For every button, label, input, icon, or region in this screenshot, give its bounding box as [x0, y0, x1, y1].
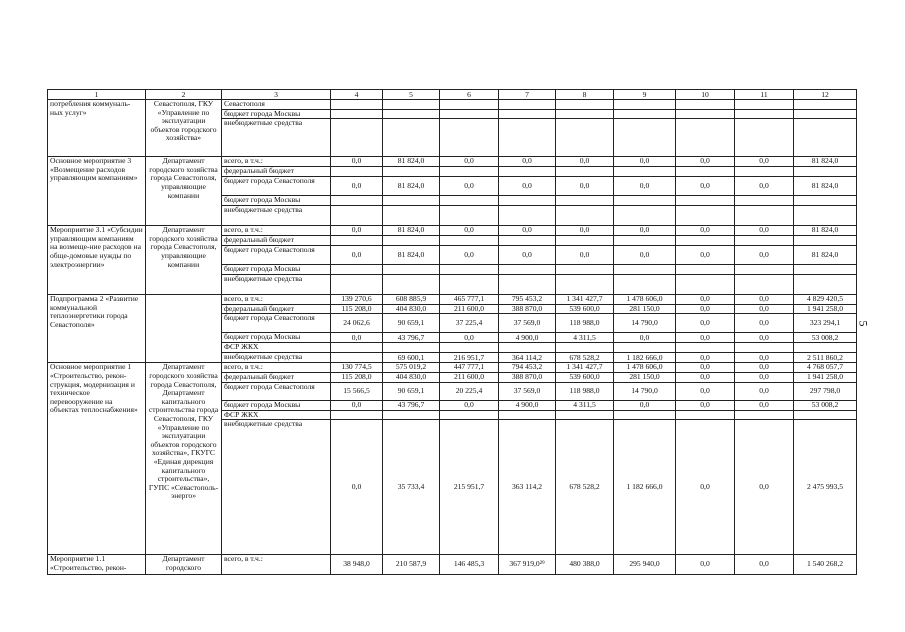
column-numbers-row: [48, 90, 857, 100]
amount-cell: [794, 236, 857, 246]
amount-cell: 118 988,0: [556, 314, 614, 333]
amount-cell: [676, 100, 735, 110]
amount-cell: 0,0: [614, 400, 676, 410]
funding-source: ФСР ЖКХ: [222, 343, 331, 353]
amount-cell: [499, 275, 556, 295]
table-row: [48, 226, 857, 236]
amount-cell: 4 311,5: [556, 333, 614, 343]
amount-cell: [614, 167, 676, 177]
amount-cell: 0,0: [440, 157, 499, 167]
amount-cell: 43 796,7: [383, 333, 440, 343]
amount-cell: 69 600,1: [383, 353, 440, 363]
amount-cell: 4 311,5: [556, 400, 614, 410]
amount-cell: [331, 100, 383, 110]
amount-cell: 0,0: [735, 333, 794, 343]
amount-cell: [440, 109, 499, 119]
funding-source: бюджет города Москвы: [222, 196, 331, 206]
amount-cell: 211 600,0: [440, 372, 499, 382]
amount-cell: [440, 265, 499, 275]
amount-cell: 367 919,0²⁹: [499, 555, 556, 575]
amount-cell: 2 475 993,5: [794, 420, 857, 555]
col-header: 4: [331, 90, 383, 100]
amount-cell: 480 388,0: [556, 555, 614, 575]
amount-cell: 0,0: [735, 372, 794, 382]
responsible-executor: Департамент городского хозяйства города Севастополя, управляющие компании: [146, 226, 222, 295]
amount-cell: [556, 119, 614, 157]
amount-cell: 0,0: [735, 353, 794, 363]
amount-cell: 0,0: [676, 420, 735, 555]
amount-cell: 0,0: [676, 555, 735, 575]
amount-cell: 447 777,1: [440, 363, 499, 373]
amount-cell: [614, 100, 676, 110]
col-header: 9: [614, 90, 676, 100]
amount-cell: 0,0: [676, 363, 735, 373]
amount-cell: 0,0: [676, 246, 735, 265]
amount-cell: 794 453,2: [499, 363, 556, 373]
amount-cell: [794, 410, 857, 420]
funding-source: всего, в т.ч.:: [222, 363, 331, 373]
amount-cell: [331, 275, 383, 295]
amount-cell: 0,0: [556, 246, 614, 265]
funding-source: бюджет города Москвы: [222, 265, 331, 275]
amount-cell: 0,0: [676, 400, 735, 410]
amount-cell: [383, 206, 440, 226]
amount-cell: [440, 275, 499, 295]
amount-cell: 0,0: [499, 246, 556, 265]
amount-cell: 81 824,0: [794, 246, 857, 265]
amount-cell: [735, 167, 794, 177]
amount-cell: 211 600,0: [440, 304, 499, 314]
amount-cell: 0,0: [676, 314, 735, 333]
amount-cell: [331, 343, 383, 353]
table-row: [48, 363, 857, 373]
amount-cell: 90 659,1: [383, 314, 440, 333]
amount-cell: 795 453,2: [499, 295, 556, 305]
funding-source: федеральный бюджет: [222, 167, 331, 177]
amount-cell: [556, 265, 614, 275]
amount-cell: 539 600,0: [556, 372, 614, 382]
amount-cell: 0,0: [614, 157, 676, 167]
amount-cell: 4 829 420,5: [794, 295, 857, 305]
amount-cell: 0,0: [556, 226, 614, 236]
col-header: 10: [676, 90, 735, 100]
amount-cell: [735, 410, 794, 420]
amount-cell: 0,0: [676, 177, 735, 196]
amount-cell: [383, 410, 440, 420]
amount-cell: 0,0: [556, 177, 614, 196]
amount-cell: [499, 167, 556, 177]
amount-cell: 0,0: [440, 333, 499, 343]
funding-source: всего, в т.ч.:: [222, 226, 331, 236]
amount-cell: 216 951,7: [440, 353, 499, 363]
table-row: [48, 157, 857, 167]
amount-cell: 0,0: [735, 363, 794, 373]
amount-cell: [331, 196, 383, 206]
amount-cell: 4 768 057,7: [794, 363, 857, 373]
amount-cell: [440, 410, 499, 420]
amount-cell: [331, 236, 383, 246]
amount-cell: [676, 206, 735, 226]
amount-cell: 81 824,0: [794, 226, 857, 236]
amount-cell: [440, 206, 499, 226]
amount-cell: 0,0: [676, 382, 735, 400]
amount-cell: [794, 100, 857, 110]
amount-cell: 0,0: [676, 353, 735, 363]
amount-cell: 1 540 268,2: [794, 555, 857, 575]
amount-cell: 37 225,4: [440, 314, 499, 333]
amount-cell: 81 824,0: [383, 177, 440, 196]
table-row: [48, 100, 857, 110]
amount-cell: [735, 275, 794, 295]
amount-cell: 0,0: [735, 420, 794, 555]
funding-source: федеральный бюджет: [222, 304, 331, 314]
amount-cell: [676, 196, 735, 206]
amount-cell: 295 940,0: [614, 555, 676, 575]
amount-cell: 0,0: [499, 157, 556, 167]
table-row: [48, 295, 857, 305]
amount-cell: 37 569,0: [499, 382, 556, 400]
amount-cell: 35 733,4: [383, 420, 440, 555]
amount-cell: 81 824,0: [383, 157, 440, 167]
amount-cell: [440, 167, 499, 177]
amount-cell: 4 900,0: [499, 333, 556, 343]
funding-source: внебюджетные средства: [222, 275, 331, 295]
funding-source: внебюджетные средства: [222, 206, 331, 226]
amount-cell: 0,0: [676, 226, 735, 236]
responsible-executor: Департамент городского хозяйства города Севастополя, Департамент капитального строительства города Севастополя, ГКУ «Управление по эксплуатации объектов городского хозяйства», ГКУГС «Единая дирекция капитального строительства», ГУПС «Севастополь-энерго»: [146, 363, 222, 555]
funding-source: внебюджетные средства: [222, 353, 331, 363]
table-row: [48, 555, 857, 575]
amount-cell: [331, 167, 383, 177]
amount-cell: [440, 119, 499, 157]
amount-cell: [556, 206, 614, 226]
amount-cell: [614, 236, 676, 246]
amount-cell: 81 824,0: [794, 177, 857, 196]
amount-cell: 0,0: [614, 246, 676, 265]
amount-cell: [794, 167, 857, 177]
funding-source: ФСР ЖКХ: [222, 410, 331, 420]
amount-cell: 90 659,1: [383, 382, 440, 400]
amount-cell: 14 790,0: [614, 382, 676, 400]
amount-cell: 465 777,1: [440, 295, 499, 305]
amount-cell: 0,0: [676, 372, 735, 382]
col-header: 1: [48, 90, 146, 100]
amount-cell: [735, 119, 794, 157]
funding-source: бюджет города Москвы: [222, 333, 331, 343]
amount-cell: [499, 236, 556, 246]
amount-cell: [440, 236, 499, 246]
amount-cell: 388 870,0: [499, 372, 556, 382]
amount-cell: [676, 275, 735, 295]
amount-cell: 115 208,0: [331, 304, 383, 314]
amount-cell: [556, 167, 614, 177]
amount-cell: 0,0: [614, 226, 676, 236]
item-title: Мероприятие 3.1 «Субсидии управляющим компаниям на возмеще-ние расходов на обще-домовые нужды по электроэнергии»: [48, 226, 146, 295]
amount-cell: [331, 410, 383, 420]
amount-cell: [499, 196, 556, 206]
amount-cell: 1 341 427,7: [556, 363, 614, 373]
funding-source: всего, в т.ч.:: [222, 555, 331, 575]
amount-cell: [331, 119, 383, 157]
amount-cell: [614, 275, 676, 295]
amount-cell: [499, 265, 556, 275]
amount-cell: 0,0: [676, 295, 735, 305]
amount-cell: 0,0: [676, 157, 735, 167]
amount-cell: 0,0: [735, 304, 794, 314]
amount-cell: [676, 236, 735, 246]
amount-cell: [614, 410, 676, 420]
amount-cell: [331, 206, 383, 226]
amount-cell: [383, 236, 440, 246]
amount-cell: 0,0: [735, 157, 794, 167]
responsible-executor: Севастополя, ГКУ «Управление по эксплуатации объектов городского хозяйства»: [146, 100, 222, 157]
amount-cell: 1 941 258,0: [794, 372, 857, 382]
amount-cell: 1 182 666,0: [614, 420, 676, 555]
amount-cell: [614, 206, 676, 226]
col-header: 6: [440, 90, 499, 100]
amount-cell: [735, 100, 794, 110]
funding-source: бюджет города Севастополя: [222, 382, 331, 400]
amount-cell: 0,0: [735, 226, 794, 236]
amount-cell: [499, 410, 556, 420]
amount-cell: 281 150,0: [614, 304, 676, 314]
amount-cell: 0,0: [735, 314, 794, 333]
amount-cell: [499, 109, 556, 119]
amount-cell: [735, 196, 794, 206]
amount-cell: [331, 353, 383, 363]
col-header: 3: [222, 90, 331, 100]
amount-cell: 81 824,0: [794, 157, 857, 167]
funding-source: бюджет города Севастополя: [222, 177, 331, 196]
responsible-executor: Департамент городского: [146, 555, 222, 575]
amount-cell: [499, 206, 556, 226]
funding-source: бюджет города Севастополя: [222, 246, 331, 265]
amount-cell: 1 182 666,0: [614, 353, 676, 363]
amount-cell: 0,0: [614, 333, 676, 343]
amount-cell: [794, 343, 857, 353]
amount-cell: 0,0: [331, 157, 383, 167]
amount-cell: [556, 343, 614, 353]
amount-cell: [383, 109, 440, 119]
amount-cell: 24 062,6: [331, 314, 383, 333]
amount-cell: [556, 410, 614, 420]
amount-cell: 539 600,0: [556, 304, 614, 314]
amount-cell: [735, 265, 794, 275]
item-title: Основное мероприятие 1 «Строительство, рекон-струкция, модернизация и техническое перевооружение на объектах теплоснабжения»: [48, 363, 146, 555]
amount-cell: 0,0: [440, 177, 499, 196]
funding-source: Севастополя: [222, 100, 331, 110]
amount-cell: 0,0: [735, 400, 794, 410]
amount-cell: 0,0: [735, 382, 794, 400]
amount-cell: 0,0: [331, 420, 383, 555]
amount-cell: 215 951,7: [440, 420, 499, 555]
amount-cell: [383, 265, 440, 275]
amount-cell: [499, 119, 556, 157]
amount-cell: 0,0: [735, 555, 794, 575]
col-header: 12: [794, 90, 857, 100]
amount-cell: [735, 206, 794, 226]
col-header: 7: [499, 90, 556, 100]
item-title: потребления коммуналь-ных услуг»: [48, 100, 146, 157]
amount-cell: [676, 343, 735, 353]
amount-cell: 37 569,0: [499, 314, 556, 333]
amount-cell: 20 225,4: [440, 382, 499, 400]
amount-cell: [614, 109, 676, 119]
amount-cell: [735, 109, 794, 119]
amount-cell: 0,0: [440, 400, 499, 410]
amount-cell: [556, 275, 614, 295]
amount-cell: [794, 109, 857, 119]
funding-source: федеральный бюджет: [222, 372, 331, 382]
funding-source: внебюджетные средства: [222, 420, 331, 555]
amount-cell: 15 566,5: [331, 382, 383, 400]
amount-cell: 1 478 606,0: [614, 363, 676, 373]
col-header: 2: [146, 90, 222, 100]
amount-cell: 139 270,6: [331, 295, 383, 305]
item-title: Мероприятие 1.1 «Строительство, рекон-: [48, 555, 146, 575]
amount-cell: 0,0: [676, 304, 735, 314]
amount-cell: [440, 100, 499, 110]
amount-cell: 404 830,0: [383, 372, 440, 382]
amount-cell: [556, 100, 614, 110]
funding-source: бюджет города Москвы: [222, 400, 331, 410]
amount-cell: 53 008,2: [794, 400, 857, 410]
amount-cell: 115 208,0: [331, 372, 383, 382]
amount-cell: [383, 275, 440, 295]
amount-cell: [614, 343, 676, 353]
amount-cell: [614, 265, 676, 275]
amount-cell: [794, 275, 857, 295]
amount-cell: 0,0: [499, 177, 556, 196]
amount-cell: 0,0: [499, 226, 556, 236]
amount-cell: 1 941 258,0: [794, 304, 857, 314]
amount-cell: 0,0: [331, 226, 383, 236]
amount-cell: 0,0: [676, 333, 735, 343]
amount-cell: [676, 119, 735, 157]
amount-cell: [499, 343, 556, 353]
amount-cell: [556, 196, 614, 206]
amount-cell: 43 796,7: [383, 400, 440, 410]
amount-cell: [676, 167, 735, 177]
amount-cell: 0,0: [331, 246, 383, 265]
amount-cell: 0,0: [440, 226, 499, 236]
amount-cell: 1 341 427,7: [556, 295, 614, 305]
amount-cell: 404 830,0: [383, 304, 440, 314]
amount-cell: [794, 196, 857, 206]
amount-cell: 575 019,2: [383, 363, 440, 373]
amount-cell: 53 008,2: [794, 333, 857, 343]
amount-cell: [499, 100, 556, 110]
amount-cell: 297 798,0: [794, 382, 857, 400]
amount-cell: [676, 109, 735, 119]
amount-cell: [331, 265, 383, 275]
amount-cell: 146 485,3: [440, 555, 499, 575]
amount-cell: [794, 119, 857, 157]
funding-source: федеральный бюджет: [222, 236, 331, 246]
amount-cell: 4 900,0: [499, 400, 556, 410]
funding-source: всего, в т.ч.:: [222, 157, 331, 167]
funding-source: бюджет города Севастополя: [222, 314, 331, 333]
amount-cell: [676, 265, 735, 275]
amount-cell: 678 528,2: [556, 353, 614, 363]
col-header: 11: [735, 90, 794, 100]
amount-cell: 0,0: [735, 295, 794, 305]
amount-cell: [440, 343, 499, 353]
col-header: 5: [383, 90, 440, 100]
amount-cell: [676, 410, 735, 420]
amount-cell: [614, 119, 676, 157]
amount-cell: [794, 265, 857, 275]
amount-cell: 0,0: [556, 157, 614, 167]
amount-cell: [794, 206, 857, 226]
col-header: 8: [556, 90, 614, 100]
amount-cell: 678 528,2: [556, 420, 614, 555]
amount-cell: [614, 196, 676, 206]
item-title: Основное мероприятие 3 «Возмещение расходов управляющим компаниям»: [48, 157, 146, 226]
amount-cell: 81 824,0: [383, 226, 440, 236]
amount-cell: 0,0: [735, 177, 794, 196]
responsible-executor: [146, 295, 222, 363]
budget-table: [47, 89, 857, 575]
responsible-executor: Департамент городского хозяйства города Севастополя, управляющие компании: [146, 157, 222, 226]
page-number: 5: [856, 320, 871, 327]
funding-source: внебюджетные средства: [222, 119, 331, 157]
amount-cell: 0,0: [735, 246, 794, 265]
amount-cell: 608 885,9: [383, 295, 440, 305]
amount-cell: [383, 119, 440, 157]
amount-cell: 81 824,0: [383, 246, 440, 265]
amount-cell: 0,0: [614, 177, 676, 196]
amount-cell: 210 587,9: [383, 555, 440, 575]
amount-cell: 0,0: [440, 246, 499, 265]
amount-cell: [556, 109, 614, 119]
amount-cell: 281 150,0: [614, 372, 676, 382]
amount-cell: 1 478 606,0: [614, 295, 676, 305]
amount-cell: 388 870,0: [499, 304, 556, 314]
amount-cell: 323 294,1: [794, 314, 857, 333]
amount-cell: 0,0: [331, 177, 383, 196]
funding-source: всего, в т.ч.:: [222, 295, 331, 305]
amount-cell: [735, 236, 794, 246]
amount-cell: 0,0: [331, 333, 383, 343]
item-title: Подпрограмма 2 «Развитие коммунальной теплоэнергетики города Севастополя»: [48, 295, 146, 363]
amount-cell: 363 114,2: [499, 420, 556, 555]
amount-cell: 0,0: [331, 400, 383, 410]
amount-cell: 130 774,5: [331, 363, 383, 373]
amount-cell: [383, 196, 440, 206]
amount-cell: 2 511 860,2: [794, 353, 857, 363]
amount-cell: [383, 100, 440, 110]
amount-cell: 364 114,2: [499, 353, 556, 363]
amount-cell: [331, 109, 383, 119]
amount-cell: [735, 343, 794, 353]
funding-source: бюджет города Москвы: [222, 109, 331, 119]
amount-cell: [440, 196, 499, 206]
amount-cell: 14 790,0: [614, 314, 676, 333]
amount-cell: [383, 343, 440, 353]
amount-cell: [383, 167, 440, 177]
amount-cell: [556, 236, 614, 246]
amount-cell: 118 988,0: [556, 382, 614, 400]
amount-cell: 38 948,0: [331, 555, 383, 575]
